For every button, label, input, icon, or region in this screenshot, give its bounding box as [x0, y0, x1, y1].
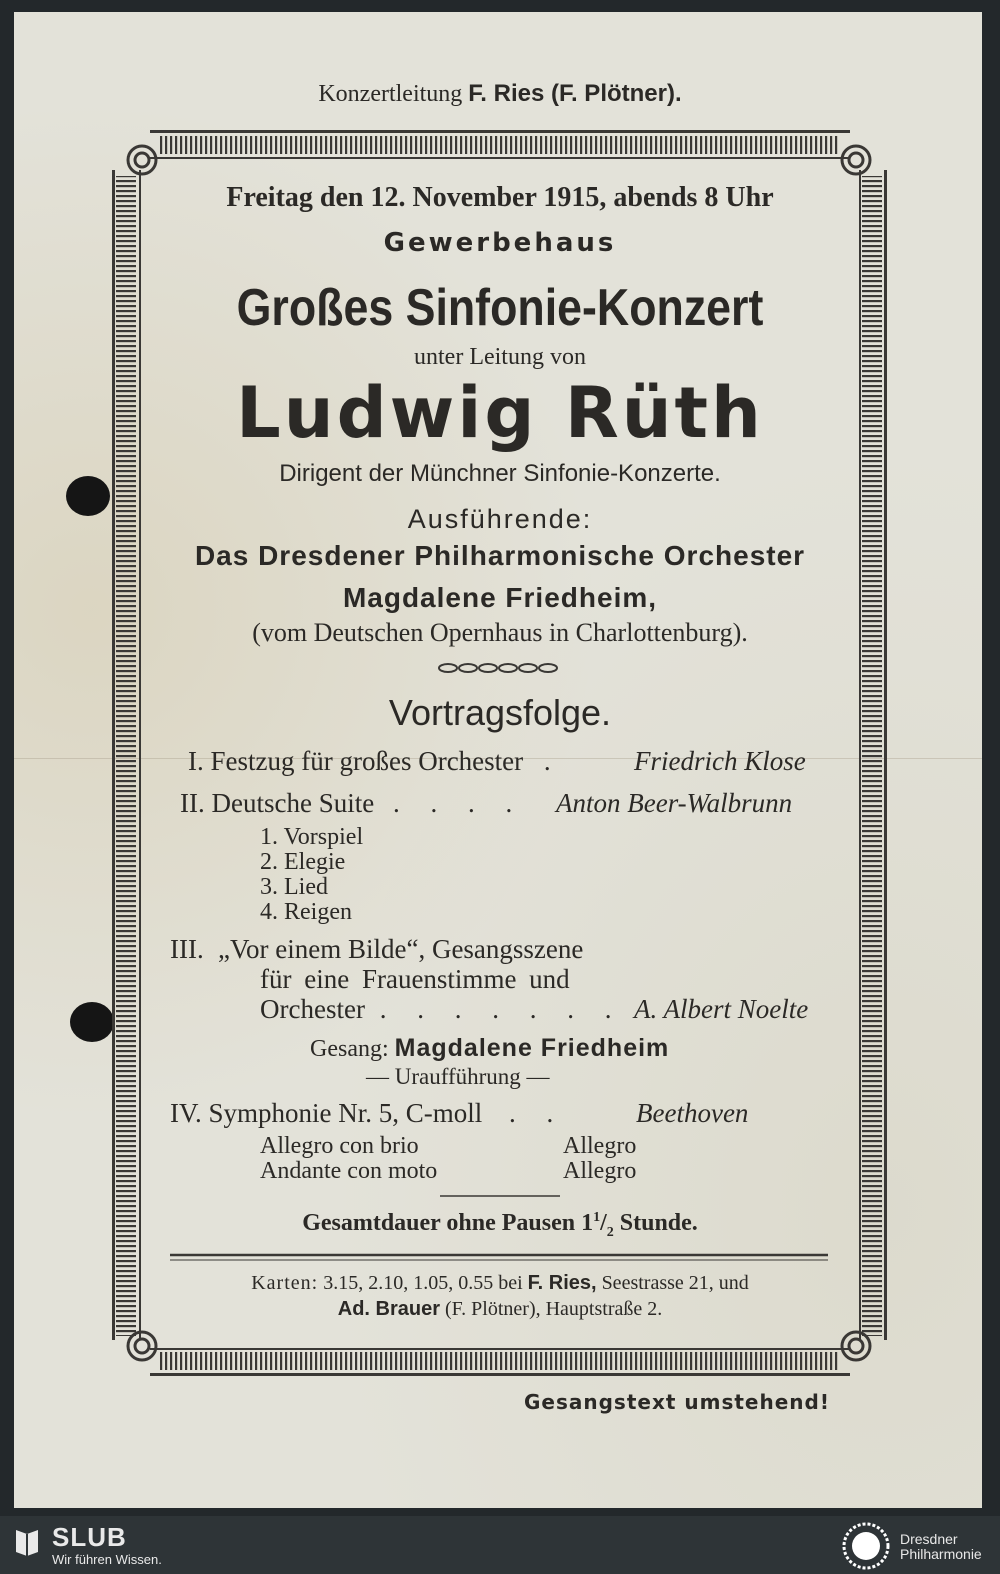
movement: Allegro con brio — [260, 1133, 419, 1159]
movement: 4. Reigen — [260, 899, 352, 925]
singer-name: Magdalene Friedheim — [394, 1034, 670, 1062]
ticket-price: 3.15 — [323, 1272, 359, 1294]
composer-1: Friedrich Klose — [634, 746, 806, 776]
movement: 2. Elegie — [260, 849, 346, 875]
composer-2: Anton Beer-Walbrunn — [556, 788, 793, 818]
conductor-role: Dirigent der Münchner Sinfonie-Konzerte. — [279, 460, 721, 487]
lyrics-note: Gesangstext umstehend! — [524, 1390, 830, 1414]
item-number: II. — [180, 788, 205, 818]
composer-4: Beethoven — [636, 1098, 749, 1128]
item-dots: . . — [509, 1098, 566, 1128]
singer-label: Gesang: — [310, 1036, 389, 1062]
duration-unit: Stunde. — [613, 1210, 698, 1236]
tickets-line-1: Karten: 3.15, 2.10, 1.05, 0.55 bei F. Ries, Seestrasse 21, und — [251, 1272, 749, 1294]
duration-text: Gesamtdauer ohne Pausen 1 — [302, 1210, 594, 1236]
seller-2: Ad. Brauer — [337, 1298, 440, 1320]
item-title: Orchester — [260, 994, 365, 1024]
soloist-note: (vom Deutschen Opernhaus in Charlottenburg). — [252, 618, 748, 647]
duration-fraction-denominator: 2 — [606, 1224, 614, 1240]
tickets-line-2 — [0, 1298, 1000, 1321]
item-number: I. — [188, 746, 204, 776]
program-item-3-title: „Vor einem Bilde“, Gesangsszene — [218, 934, 584, 964]
program-item-4 — [170, 1098, 565, 1129]
premiere-note: — Uraufführung — — [366, 1064, 550, 1089]
item-dots: . — [543, 746, 551, 776]
total-duration: Gesamtdauer ohne Pausen $1^1/_2$ Stunde. — [302, 1210, 698, 1240]
seller-2-address: (F. Plötner), Hauptstraße 2. — [445, 1298, 663, 1320]
program-item-2 — [180, 788, 524, 819]
soloist-name: Magdalene Friedheim, — [342, 582, 658, 613]
under-direction: unter Leitung von — [414, 344, 586, 370]
program-item-1 — [188, 746, 551, 777]
movement: Allegro — [563, 1133, 637, 1159]
item-title: Deutsche Suite — [211, 788, 375, 818]
performers-label: Ausführende: — [407, 504, 593, 534]
ticket-price: 1.05 — [413, 1272, 449, 1294]
tickets-bei: bei — [498, 1272, 523, 1294]
seller-1: F. Ries, — [527, 1272, 597, 1294]
management-prefix: Konzertleitung — [318, 81, 463, 107]
conductor-name: Ludwig Rüth — [236, 372, 764, 454]
program-item-3-number: III. — [170, 934, 204, 964]
orchestra-name: Das Dresdener Philharmonische Orchester — [194, 540, 806, 571]
philharmonie-name-2: Philharmonie — [900, 1546, 982, 1562]
movement: 3. Lied — [260, 874, 328, 900]
item-title: Festzug für großes Orchester — [210, 746, 524, 776]
management-name: F. Ries (F. Plötner). — [468, 80, 682, 107]
item-dots: . . . . . . . — [379, 994, 624, 1024]
program-item-3-title: für eine Frauenstimme und — [260, 964, 570, 994]
seller-1-address: Seestrasse 21, und — [601, 1272, 749, 1294]
ticket-price: 0.55 — [458, 1272, 494, 1294]
program-heading: Vortragsfolge. — [388, 692, 612, 733]
slub-tagline: Wir führen Wissen. — [52, 1552, 162, 1567]
movement: Allegro — [563, 1158, 637, 1184]
item-number: IV. — [170, 1098, 202, 1128]
philharmonie-logo-icon — [840, 1520, 892, 1572]
venue: Gewerbehaus — [383, 228, 617, 258]
program-item-3-title — [260, 994, 623, 1025]
slub-brand: SLUB — [52, 1522, 127, 1552]
item-dots: . . . . — [392, 788, 525, 818]
composer-3: A. Albert Noelte — [634, 994, 809, 1024]
item-title: Symphonie Nr. 5, C-moll — [208, 1098, 483, 1128]
concert-title: Großes Sinfonie-Konzert — [236, 279, 764, 337]
footer-bar — [0, 1516, 1000, 1574]
ticket-price: 2.10 — [368, 1272, 404, 1294]
duration-fraction-numerator: 1 — [593, 1210, 601, 1225]
singer-line — [310, 1034, 669, 1063]
philharmonie-name-1: Dresdner — [900, 1531, 958, 1547]
movement: Andante con moto — [260, 1158, 438, 1184]
concert-management — [0, 80, 1000, 108]
tickets-label: Karten: — [251, 1272, 319, 1294]
event-date: Freitag den 12. November 1915, abends 8 Uhr — [226, 182, 774, 213]
slub-book-icon — [14, 1526, 40, 1556]
movement: 1. Vorspiel — [260, 824, 364, 850]
